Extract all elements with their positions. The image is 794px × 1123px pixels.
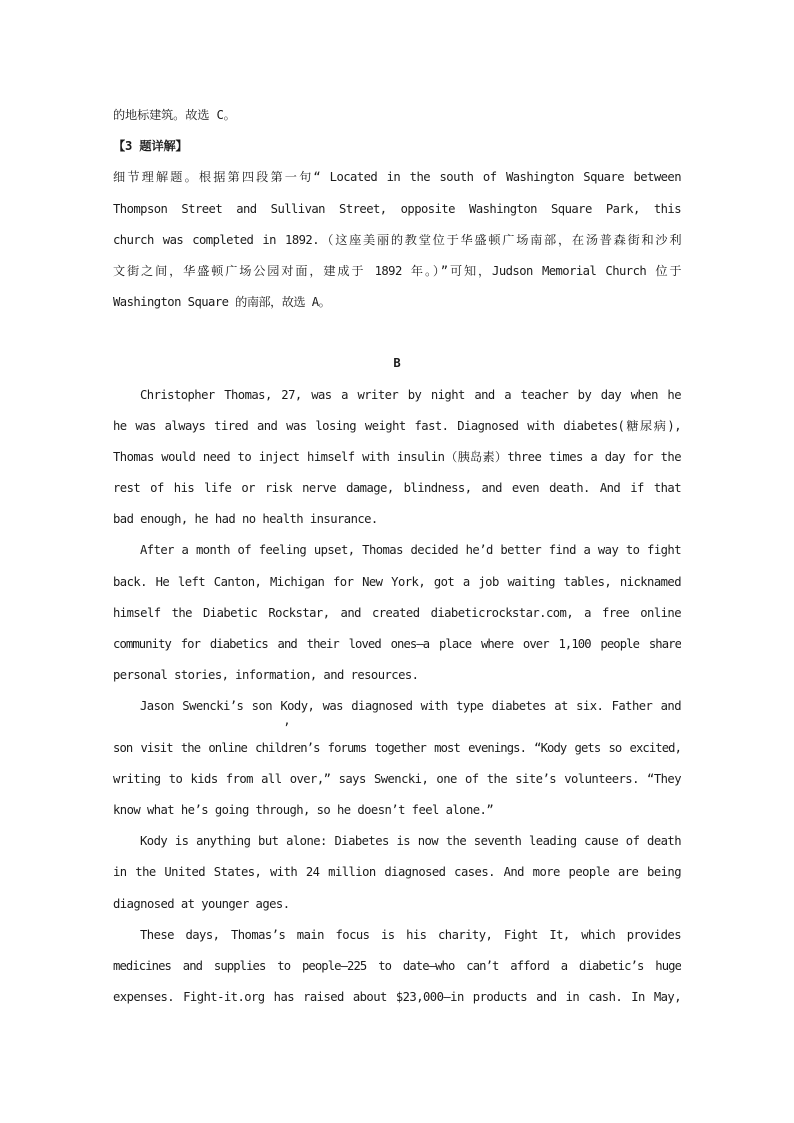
spacer (113, 318, 681, 348)
answer-line: Thompson Street and Sullivan Street, opposite Washington Square Park, this (113, 201, 681, 216)
paragraph-line: Thomas would need to inject himself with insulin（胰岛素）three times a day for the (113, 449, 681, 464)
paragraph-line: expenses. Fight-it.org has raised about $23,000—in products and in cash. In May, (113, 990, 681, 1005)
paragraph-line: back. He left Canton, Michigan for New York, got a job waiting tables, nicknamed (113, 574, 681, 589)
paragraph-line: These days, Thomas’s main focus is his charity, Fight It, which provides (140, 927, 681, 942)
paragraph-line: in the United States, with 24 million diagnosed cases. And more people are being (113, 865, 681, 880)
stray-apostrophe: ’ (283, 720, 291, 735)
paragraph-line: community for diabetics and their loved ones—a place where over 1,100 people share (113, 637, 681, 651)
paragraph-line: Kody is anything but alone: Diabetes is now the seventh leading cause of death (140, 834, 681, 849)
answer-heading: 【3 题详解】 (113, 139, 188, 154)
paragraph-line: medicines and supplies to people—225 to date—who can’t afford a diabetic’s huge (113, 958, 681, 973)
paragraph-line: he was always tired and was losing weight fast. Diagnosed with diabetes(糖尿病), (113, 418, 681, 433)
answer-line: 文街之间，华盛顿广场公园对面，建成于 1892 年。）”可知，Judson Memorial Church 位于 (113, 263, 681, 278)
paragraph-line: son visit the online children’s forums together most evenings. “Kody gets so excited, (113, 740, 681, 755)
paragraph-line: personal stories, information, and resources. (113, 668, 419, 683)
paragraph-line: rest of his life or risk nerve damage, blindness, and even death. And if that (113, 481, 681, 496)
section-title: B (393, 356, 401, 371)
paragraph-line: diagnosed at younger ages. (113, 896, 290, 911)
answer-line: Washington Square 的南部，故选 A。 (113, 295, 331, 310)
paragraph-line: Jason Swencki’s son Kody, was diagnosed with type diabetes at six. Father and (140, 699, 681, 714)
document-page (113, 100, 681, 1013)
paragraph-line: writing to kids from all over,” says Swencki, one of the site’s volunteers. “They (113, 771, 681, 786)
paragraph-line: Christopher Thomas, 27, was a writer by night and a teacher by day when he (140, 387, 681, 402)
answer-line: church was completed in 1892.（这座美丽的教堂位于华盛顿广场南部，在汤普森街和沙利 (113, 232, 681, 247)
answer-line: 细节理解题。根据第四段第一句“ Located in the south of Washington Square between (113, 170, 681, 185)
prev-answer-line: 的地标建筑。故选 C。 (113, 108, 236, 122)
paragraph-line: bad enough, he had no health insurance. (113, 512, 378, 527)
paragraph-line: know what he’s going through, so he doesn’t feel alone.” (113, 802, 494, 817)
paragraph-line: After a month of feeling upset, Thomas decided he’d better find a way to fight (140, 543, 681, 558)
paragraph-line: himself the Diabetic Rockstar, and created diabeticrockstar.com, a free online (113, 605, 681, 620)
